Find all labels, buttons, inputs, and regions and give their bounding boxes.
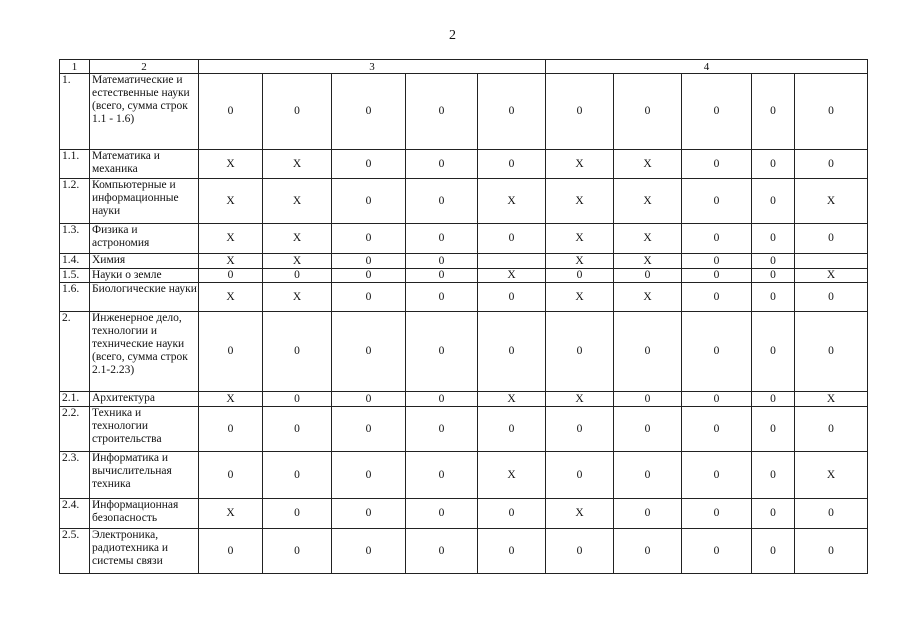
- value-cell: 0: [263, 392, 332, 407]
- value-cell: X: [263, 283, 332, 312]
- table-row: [60, 283, 868, 312]
- header-col-1: 1: [60, 60, 90, 74]
- value-cell: X: [614, 150, 682, 179]
- value-cell: X: [795, 452, 868, 499]
- value-cell: [478, 254, 546, 269]
- table-body: [60, 60, 868, 574]
- value-cell: 0: [406, 269, 478, 283]
- row-name: Информационная безопасность: [90, 499, 199, 529]
- value-cell: 0: [682, 407, 752, 452]
- row-number: 1.4.: [60, 254, 90, 269]
- value-cell: X: [546, 499, 614, 529]
- row-name: Математические и естественные науки (всего, сумма строк 1.1 - 1.6): [90, 74, 199, 150]
- value-cell: 0: [752, 452, 795, 499]
- table-row: [60, 254, 868, 269]
- value-cell: 0: [406, 224, 478, 254]
- value-cell: 0: [682, 312, 752, 392]
- value-cell: X: [199, 499, 263, 529]
- value-cell: 0: [332, 392, 406, 407]
- header-col-4: 4: [546, 60, 868, 74]
- value-cell: 0: [795, 499, 868, 529]
- row-name: Биологические науки: [90, 283, 199, 312]
- row-number: 1.2.: [60, 179, 90, 224]
- page-number: 2: [449, 28, 456, 43]
- value-cell: X: [614, 254, 682, 269]
- value-cell: 0: [752, 529, 795, 574]
- value-cell: 0: [406, 529, 478, 574]
- row-number: 1.3.: [60, 224, 90, 254]
- value-cell: 0: [406, 407, 478, 452]
- value-cell: 0: [682, 150, 752, 179]
- value-cell: X: [795, 179, 868, 224]
- value-cell: 0: [332, 499, 406, 529]
- row-number: 2.: [60, 312, 90, 392]
- value-cell: 0: [795, 150, 868, 179]
- value-cell: 0: [478, 529, 546, 574]
- value-cell: 0: [682, 269, 752, 283]
- value-cell: 0: [752, 150, 795, 179]
- value-cell: 0: [682, 74, 752, 150]
- row-name: Науки о земле: [90, 269, 199, 283]
- value-cell: 0: [406, 312, 478, 392]
- table-row: [60, 224, 868, 254]
- value-cell: 0: [546, 407, 614, 452]
- row-number: 2.2.: [60, 407, 90, 452]
- table-row: [60, 392, 868, 407]
- table-row: [60, 529, 868, 574]
- value-cell: 0: [614, 452, 682, 499]
- value-cell: 0: [614, 269, 682, 283]
- value-cell: 0: [332, 254, 406, 269]
- value-cell: 0: [332, 179, 406, 224]
- row-number: 1.: [60, 74, 90, 150]
- table-row: [60, 452, 868, 499]
- value-cell: 0: [332, 407, 406, 452]
- value-cell: 0: [614, 499, 682, 529]
- value-cell: 0: [795, 224, 868, 254]
- table-row: [60, 407, 868, 452]
- value-cell: 0: [614, 407, 682, 452]
- value-cell: 0: [546, 269, 614, 283]
- value-cell: 0: [199, 312, 263, 392]
- value-cell: X: [546, 254, 614, 269]
- value-cell: X: [546, 224, 614, 254]
- value-cell: X: [263, 179, 332, 224]
- value-cell: X: [199, 179, 263, 224]
- value-cell: X: [546, 179, 614, 224]
- row-number: 2.5.: [60, 529, 90, 574]
- value-cell: 0: [332, 452, 406, 499]
- value-cell: 0: [682, 224, 752, 254]
- value-cell: 0: [795, 529, 868, 574]
- value-cell: X: [546, 392, 614, 407]
- value-cell: 0: [752, 407, 795, 452]
- value-cell: 0: [406, 254, 478, 269]
- row-name: Информатика и вычислительная техника: [90, 452, 199, 499]
- value-cell: 0: [263, 407, 332, 452]
- row-name: Химия: [90, 254, 199, 269]
- value-cell: 0: [795, 74, 868, 150]
- value-cell: 0: [406, 179, 478, 224]
- value-cell: 0: [752, 392, 795, 407]
- row-name: Математика и механика: [90, 150, 199, 179]
- value-cell: 0: [546, 529, 614, 574]
- value-cell: 0: [752, 179, 795, 224]
- value-cell: 0: [682, 283, 752, 312]
- value-cell: 0: [682, 254, 752, 269]
- value-cell: 0: [752, 269, 795, 283]
- row-name: Инженерное дело, технологии и технические науки (всего, сумма строк 2.1-2.23): [90, 312, 199, 392]
- value-cell: 0: [795, 283, 868, 312]
- value-cell: 0: [614, 529, 682, 574]
- value-cell: 0: [406, 499, 478, 529]
- table-row: [60, 269, 868, 283]
- value-cell: 0: [332, 529, 406, 574]
- header-col-3: 3: [199, 60, 546, 74]
- row-name: Электроника, радиотехника и системы связи: [90, 529, 199, 574]
- value-cell: X: [263, 254, 332, 269]
- value-cell: X: [199, 283, 263, 312]
- value-cell: X: [478, 179, 546, 224]
- value-cell: X: [263, 224, 332, 254]
- value-cell: 0: [199, 269, 263, 283]
- value-cell: 0: [752, 74, 795, 150]
- value-cell: 0: [682, 452, 752, 499]
- value-cell: 0: [199, 529, 263, 574]
- value-cell: 0: [752, 312, 795, 392]
- value-cell: 0: [332, 269, 406, 283]
- value-cell: X: [614, 179, 682, 224]
- row-number: 2.4.: [60, 499, 90, 529]
- value-cell: X: [614, 283, 682, 312]
- value-cell: 0: [682, 499, 752, 529]
- value-cell: X: [546, 150, 614, 179]
- value-cell: 0: [332, 224, 406, 254]
- value-cell: X: [546, 283, 614, 312]
- value-cell: 0: [478, 312, 546, 392]
- value-cell: 0: [478, 499, 546, 529]
- row-name: Техника и технологии строительства: [90, 407, 199, 452]
- value-cell: X: [199, 254, 263, 269]
- value-cell: 0: [406, 452, 478, 499]
- table-row: [60, 499, 868, 529]
- value-cell: 0: [478, 150, 546, 179]
- value-cell: X: [263, 150, 332, 179]
- table-row: [60, 74, 868, 150]
- value-cell: 0: [199, 407, 263, 452]
- row-number: 2.3.: [60, 452, 90, 499]
- header-col-2: 2: [90, 60, 199, 74]
- value-cell: X: [478, 269, 546, 283]
- value-cell: 0: [406, 74, 478, 150]
- value-cell: 0: [332, 150, 406, 179]
- row-name: Компьютерные и информационные науки: [90, 179, 199, 224]
- table-row: [60, 312, 868, 392]
- value-cell: 0: [263, 452, 332, 499]
- value-cell: 0: [263, 312, 332, 392]
- value-cell: 0: [795, 312, 868, 392]
- row-number: 1.1.: [60, 150, 90, 179]
- value-cell: 0: [614, 392, 682, 407]
- value-cell: [795, 254, 868, 269]
- row-name: Физика и астрономия: [90, 224, 199, 254]
- value-cell: 0: [614, 312, 682, 392]
- value-cell: X: [478, 392, 546, 407]
- value-cell: 0: [406, 283, 478, 312]
- value-cell: 0: [478, 74, 546, 150]
- value-cell: 0: [406, 392, 478, 407]
- value-cell: 0: [332, 283, 406, 312]
- value-cell: 0: [478, 407, 546, 452]
- value-cell: 0: [614, 74, 682, 150]
- value-cell: X: [199, 224, 263, 254]
- value-cell: 0: [752, 283, 795, 312]
- value-cell: 0: [682, 392, 752, 407]
- value-cell: 0: [332, 312, 406, 392]
- value-cell: X: [478, 452, 546, 499]
- value-cell: 0: [478, 283, 546, 312]
- value-cell: 0: [199, 74, 263, 150]
- value-cell: 0: [263, 529, 332, 574]
- value-cell: 0: [752, 254, 795, 269]
- value-cell: 0: [546, 452, 614, 499]
- value-cell: X: [199, 392, 263, 407]
- row-name: Архитектура: [90, 392, 199, 407]
- row-number: 1.6.: [60, 283, 90, 312]
- value-cell: 0: [332, 74, 406, 150]
- table-row: [60, 150, 868, 179]
- table-header-row: [60, 60, 868, 74]
- value-cell: 0: [546, 312, 614, 392]
- value-cell: 0: [682, 179, 752, 224]
- data-table: [59, 59, 868, 574]
- table-row: [60, 179, 868, 224]
- value-cell: 0: [795, 407, 868, 452]
- value-cell: 0: [546, 74, 614, 150]
- row-number: 1.5.: [60, 269, 90, 283]
- value-cell: 0: [263, 499, 332, 529]
- value-cell: 0: [752, 224, 795, 254]
- value-cell: 0: [752, 499, 795, 529]
- value-cell: 0: [406, 150, 478, 179]
- value-cell: 0: [478, 224, 546, 254]
- value-cell: 0: [263, 74, 332, 150]
- row-number: 2.1.: [60, 392, 90, 407]
- value-cell: X: [795, 392, 868, 407]
- value-cell: X: [199, 150, 263, 179]
- value-cell: 0: [682, 529, 752, 574]
- value-cell: X: [795, 269, 868, 283]
- value-cell: X: [614, 224, 682, 254]
- value-cell: 0: [263, 269, 332, 283]
- value-cell: 0: [199, 452, 263, 499]
